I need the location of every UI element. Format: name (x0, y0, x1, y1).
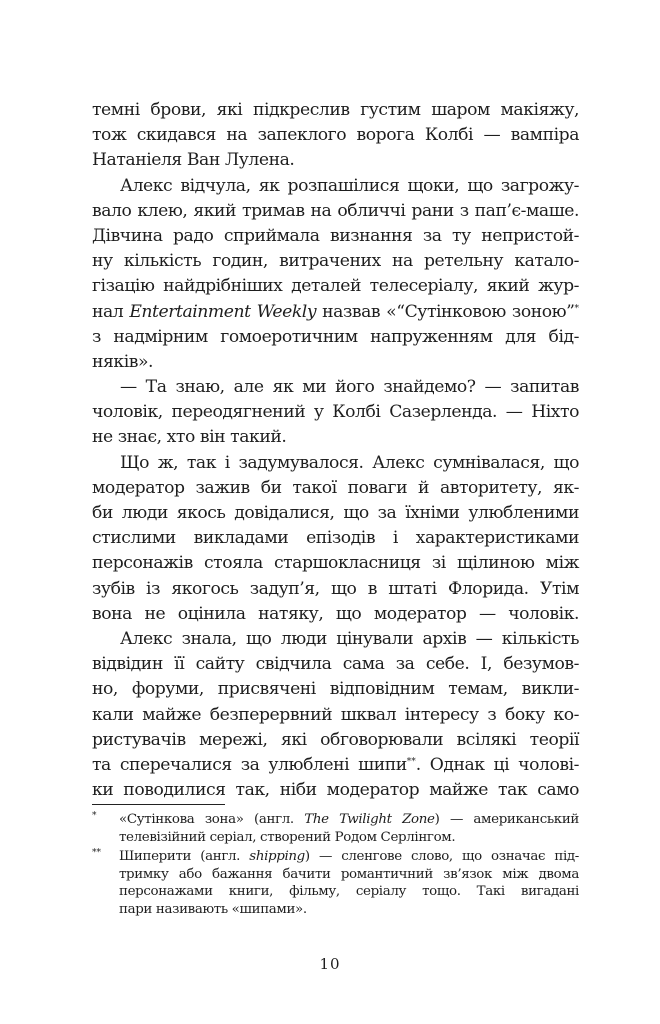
english-term: shipping (249, 849, 305, 865)
text-segment: назвав «“Сутінковою зоною” (322, 301, 575, 322)
footnotes (92, 811, 579, 921)
magazine-title: Entertainment Weekly (129, 301, 317, 322)
text-line: зубів із якогось задуп’я, що в штаті Флорида. Утім (92, 578, 579, 599)
text-line (92, 300, 579, 325)
footnote-mark: * (92, 811, 97, 821)
text-line: стислими викладами епізодів і характеристиками (92, 528, 579, 549)
text-segment: нал (92, 301, 124, 322)
text-line: кали майже безперервний шквал інтересу з боку ко- (92, 704, 579, 725)
footnote-line (119, 848, 579, 866)
footnote-line (119, 811, 579, 829)
original-title: The Twilight Zone (304, 812, 435, 827)
footnote-line: тримку або бажання бачити романтичний зв’язок між двома (119, 866, 579, 882)
footnote-1 (92, 811, 579, 846)
body-text (92, 98, 579, 803)
text-line: вало клею, який тримав на обличчі рани з пап’є-маше. (92, 200, 579, 221)
text-line: персонажів стояла старшокласниця зі щілиною між (92, 553, 579, 574)
page-number: 10 (319, 955, 341, 973)
text-segment: . Однак ці чолові- (415, 754, 579, 775)
text-line: Алекс відчула, як розпашілися щоки, що загрожу- (120, 175, 579, 196)
text-line: би люди якось довідалися, що за їхніми улюбленими (92, 503, 579, 523)
text-line: Що ж, так і задумувалося. Алекс сумнівалася, що (120, 452, 579, 473)
text-line: тож скидався на запеклого ворога Колбі — вампіра (92, 125, 579, 146)
footnote-2 (92, 848, 579, 918)
text-line: Дівчина радо сприймала визнання за ту непристой- (92, 225, 579, 246)
footnote-ref-2: ** (406, 756, 416, 767)
text-line: но, форуми, присвячені відповідним темам, викли- (92, 679, 579, 700)
text-line: чоловік, переодягнений у Колбі Сазерленда. — Ніхто (92, 402, 579, 423)
text-line (92, 753, 579, 778)
text-segment: «Сутінкова зона» (англ. (119, 812, 294, 827)
text-line: ки поводилися так, ніби модератор майже так само (92, 780, 579, 801)
text-segment: та сперечалися за улюблені шипи (92, 754, 407, 775)
text-line: модератор зажив би такої поваги й авторитету, як- (92, 477, 579, 498)
text-line: ристувачів мережі, які обговорювали всілякі теорії (92, 729, 579, 750)
text-segment: ) — сленгове слово, що означає під- (304, 849, 579, 865)
footnote-line: телевізійний серіал, створений Родом Серлінгом. (119, 829, 456, 845)
text-line: ну кількість годин, витрачених на ретельну катало- (92, 251, 579, 272)
text-line: темні брови, які підкреслив густим шаром макіяжу, (92, 100, 579, 120)
text-line: Алекс знала, що люди цінували архів — кількість (120, 628, 579, 649)
footnote-mark: ** (92, 848, 101, 859)
text-line: Натаніеля Ван Лулена. (92, 150, 295, 171)
text-line: відвідин її сайту свідчила сама за себе. І, безумов- (92, 654, 579, 675)
footnote-line: пари називають «шипами». (119, 901, 307, 917)
footnote-line: персонажами книги, фільму, серіалу тощо. Такі вигадані (119, 884, 579, 900)
text-line: не знає, хто він такий. (92, 427, 287, 448)
text-line: вона не оцінила натяку, що модератор — чоловік. (92, 603, 579, 624)
footnote-divider (92, 804, 225, 805)
text-line: няків». (92, 351, 154, 372)
text-segment: Шиперити (англ. (119, 849, 241, 865)
text-segment: ) — американський (434, 812, 579, 827)
text-line: гізацію найдрібніших деталей телесеріалу, який жур- (92, 276, 579, 297)
footnote-ref-1: * (574, 303, 579, 314)
text-line: — Та знаю, але як ми його знайдемо? — запитав (120, 377, 579, 398)
text-line: з надмірним гомоеротичним напруженням для бід- (92, 326, 579, 347)
